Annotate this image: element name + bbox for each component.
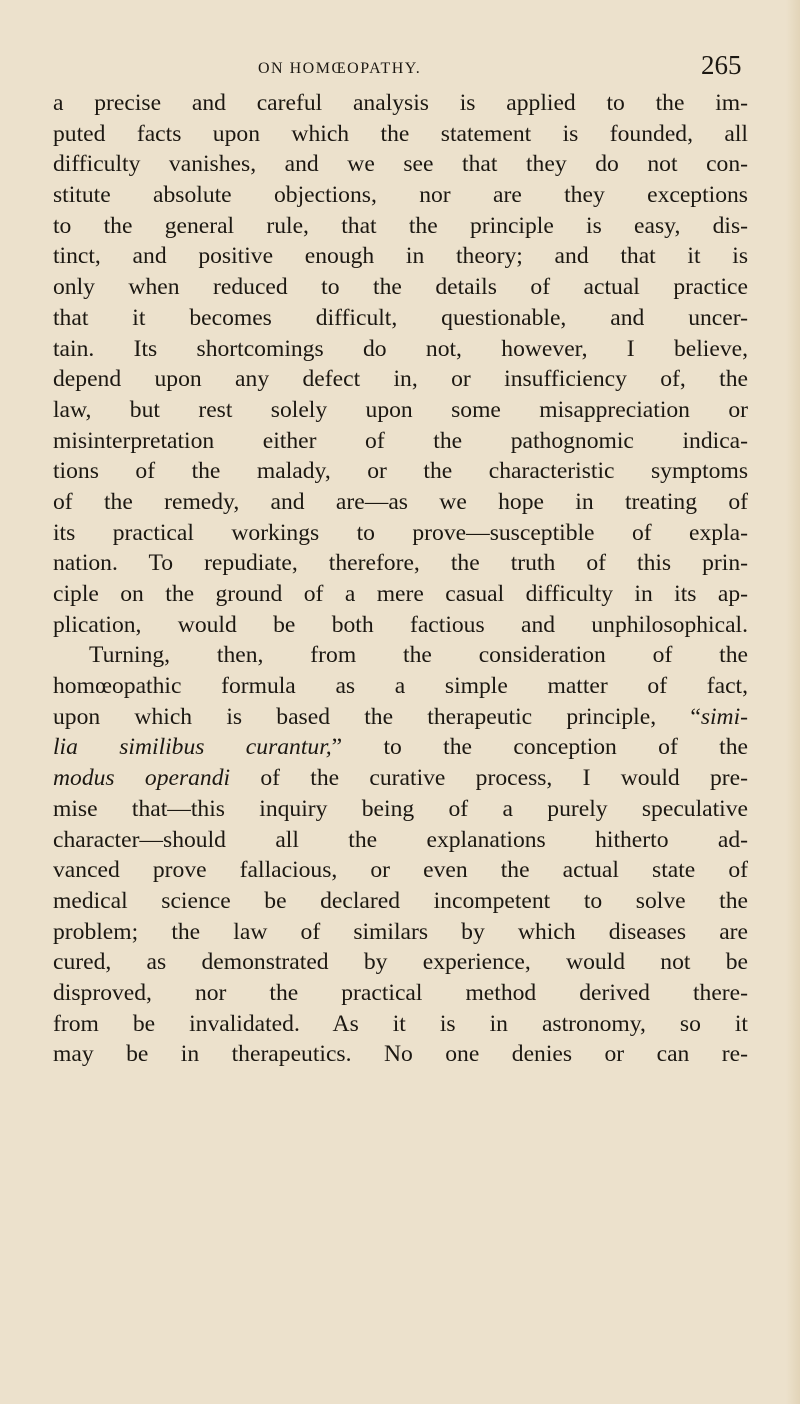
text-line: a precise and careful analysis is applied to the im- — [53, 90, 748, 116]
text-line: depend upon any defect in, or insufficiency of, the — [53, 366, 748, 393]
text-line: stitute absolute objections, nor are they exceptions — [53, 182, 748, 209]
text-line: may be in therapeutics. No one denies or can re- — [53, 1041, 748, 1068]
running-head — [0, 44, 800, 84]
text-line: law, but rest solely upon some misappreciation or — [53, 396, 748, 423]
text-line: homœopathic formula as a simple matter of fact, — [53, 673, 748, 700]
text-line: only when reduced to the details of actual practice — [53, 274, 748, 301]
text-line: that it becomes difficult, questionable, and uncer- — [53, 304, 748, 331]
text-line: puted facts upon which the statement is founded, all — [53, 120, 748, 147]
text-line: cured, as demonstrated by experience, would not be — [53, 949, 748, 976]
italic-phrase: modus operandi — [53, 765, 231, 792]
text-segment: ” to the conception of the — [331, 734, 748, 761]
text-line: disproved, nor the practical method derived there- — [53, 979, 748, 1006]
text-line: ciple on the ground of a mere casual difficulty in its ap- — [53, 581, 748, 607]
text-line: tinct, and positive enough in theory; and that it is — [53, 243, 748, 270]
text-line: Turning, then, from the consideration of the — [89, 642, 748, 669]
text-line: misinterpretation either of the pathognomic indica- — [53, 427, 748, 454]
text-line: problem; the law of similars by which diseases are — [53, 918, 748, 945]
text-line: vanced prove fallacious, or even the actual state of — [53, 857, 748, 884]
text-line: medical science be declared incompetent to solve the — [53, 887, 748, 914]
running-title: ON HOMŒOPATHY. — [258, 60, 422, 77]
text-line: of the remedy, and are—as we hope in treating of — [53, 488, 748, 515]
text-line: plication, would be both factious and unphilosophical. — [53, 611, 748, 638]
text-line: character—should all the explanations hitherto ad- — [53, 826, 748, 853]
text-segment: upon which is based the therapeutic principle, “ — [53, 703, 701, 730]
page-number: 265 — [701, 50, 742, 80]
text-line: mise that—this inquiry being of a purely speculative — [53, 795, 748, 822]
text-line: to the general rule, that the principle is easy, dis- — [53, 212, 748, 239]
body-text — [53, 88, 748, 1070]
text-line: tions of the malady, or the characteristic symptoms — [53, 458, 748, 485]
text-line — [53, 732, 748, 763]
text-line: from be invalidated. As it is in astronomy, so it — [53, 1010, 748, 1037]
text-line — [53, 763, 748, 794]
text-line: difficulty vanishes, and we see that they do not con- — [53, 151, 748, 178]
text-line: its practical workings to prove—susceptible of expla- — [53, 519, 748, 546]
text-line: nation. To repudiate, therefore, the truth of this prin- — [53, 550, 748, 577]
page-edge — [786, 0, 800, 1404]
italic-phrase: lia similibus curantur, — [53, 734, 332, 761]
text-line — [53, 702, 748, 733]
italic-phrase: simi- — [700, 703, 748, 730]
text-line: tain. Its shortcomings do not, however, I believe, — [53, 335, 748, 362]
text-segment: of the curative process, I would pre- — [230, 765, 748, 792]
